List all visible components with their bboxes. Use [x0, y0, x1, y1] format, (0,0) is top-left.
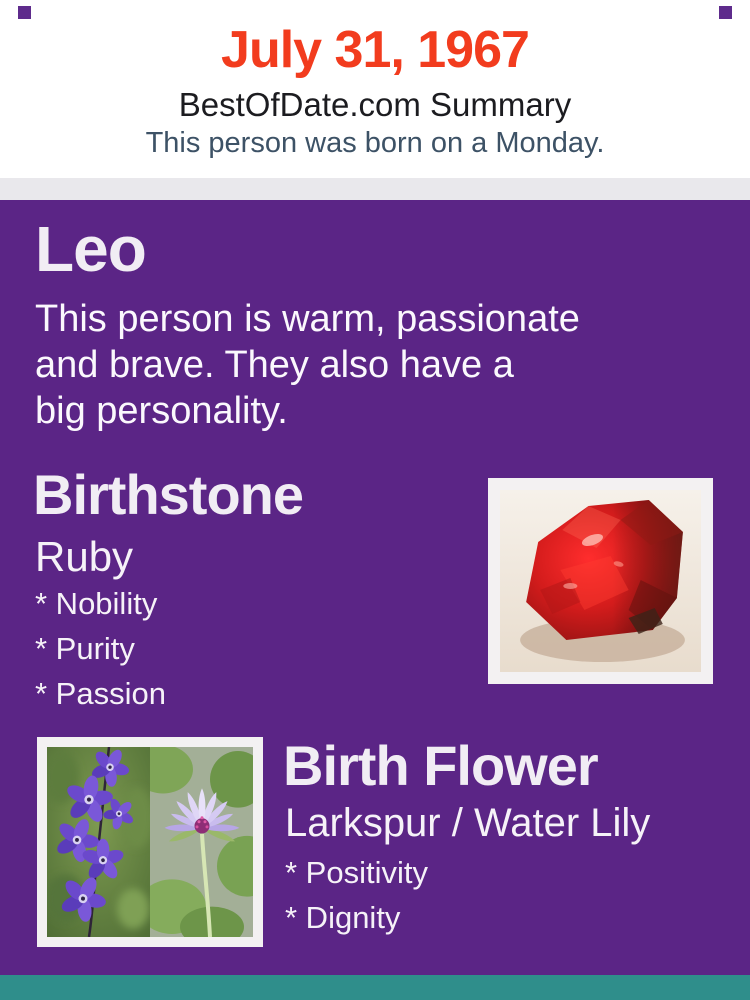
larkspur-photo [47, 747, 150, 937]
header-divider [0, 178, 750, 200]
birth-flower-heading: Birth Flower [283, 734, 598, 797]
born-weekday-note: This person was born on a Monday. [145, 127, 605, 159]
birth-flower-photos [37, 737, 263, 947]
zodiac-sign-title: Leo [35, 213, 146, 285]
corner-accent-right [719, 6, 732, 19]
zodiac-description [35, 296, 580, 434]
birthstone-trait: * Passion [35, 676, 166, 711]
zodiac-description-line: and brave. They also have a [35, 344, 514, 386]
birthstone-name: Ruby [35, 533, 134, 580]
zodiac-description-line: This person is warm, passionate [35, 298, 580, 340]
birth-flower-name: Larkspur / Water Lily [285, 801, 651, 845]
site-summary-title: BestOfDate.com Summary [178, 86, 572, 123]
corner-accent-left [18, 6, 31, 19]
ruby-gem-illustration [500, 490, 701, 672]
water-lily-photo [150, 747, 253, 937]
page-title-date: July 31, 1967 [221, 21, 529, 79]
zodiac-description-line: big personality. [35, 390, 288, 432]
birth-flower-trait: * Dignity [285, 900, 401, 935]
birth-flower-trait: * Positivity [285, 855, 428, 890]
footer-accent-bar [0, 975, 750, 1000]
birthstone-trait: * Purity [35, 631, 135, 666]
ruby-photo [488, 478, 713, 684]
birthstone-trait: * Nobility [35, 586, 158, 621]
birthstone-heading: Birthstone [33, 463, 303, 526]
